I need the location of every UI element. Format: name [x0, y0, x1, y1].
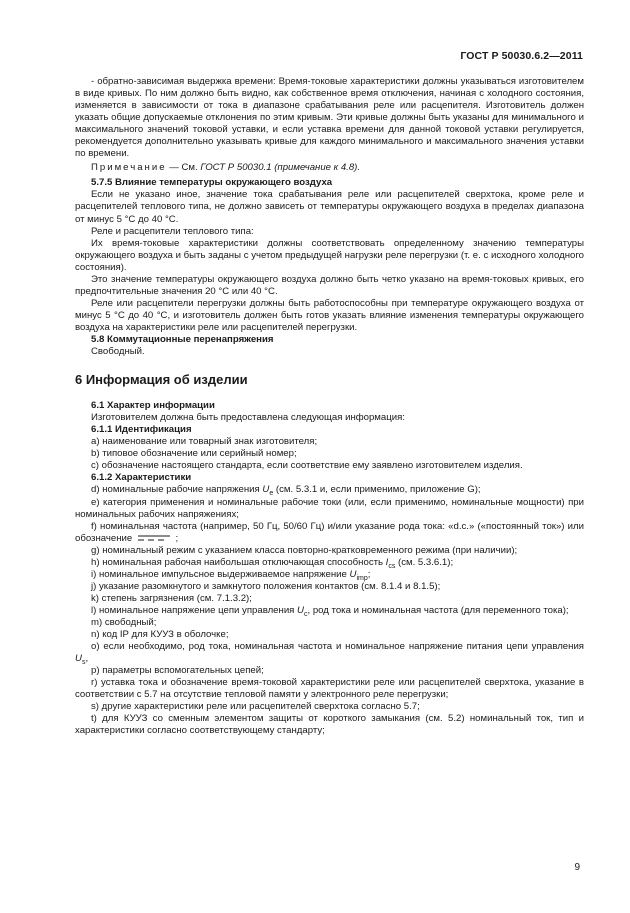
section-6-1-heading: 6.1 Характер информации	[91, 400, 215, 412]
list-item-c: c) обозначение настоящего стандарта, если соответствие ему заявлено изготовителем изделия.	[91, 460, 523, 472]
dc-ac-symbol-icon	[137, 534, 171, 542]
list-item-m: m) свободный;	[91, 616, 157, 628]
list-item-l: l) номинальное напряжение цепи управления $U_c$, род тока и номинальная частота (для переменного тока);	[91, 604, 569, 618]
list-item-a: a) наименование или товарный знак изготовителя;	[91, 436, 318, 448]
list-item-k: k) степень загрязнения (см. 7.1.3.2);	[91, 592, 252, 604]
paragraph-ambient-temp: Если не указано иное, значение тока срабатывания реле или расцепителей сверхтока, кроме реле и расцепителей теплового типа, не должно зависеть от температуры окружающего воздуха в пределах диапазона от минус 5 °С до 40 °С.	[75, 189, 584, 225]
list-item-g: g) номинальный режим с указанием класса повторно-кратковременного режима (при наличии);	[91, 544, 518, 556]
list-item-r: r) уставка тока и обозначение время-токовой характеристики реле или расцепителей сверхтока, указание в соответствии с 5.7 на отсутствие тепловой памяти у электронного реле перегрузки;	[75, 677, 584, 701]
list-item-p: p) параметры вспомогательных цепей;	[91, 665, 264, 677]
list-item-i: i) номинальное импульсное выдерживаемое напряжение $U_{imp}$;	[91, 568, 371, 582]
note	[75, 162, 584, 174]
list-item-f: f) номинальная частота (например, 50 Гц, 50/60 Гц) и/или указание рода тока: «d.c.» («постоянный ток») или обозначение ;	[75, 520, 584, 544]
list-item-j: j) указание разомкнутого и замкнутого положения контактов (см. 8.1.4 и 8.1.5);	[91, 580, 441, 592]
list-item-t: t) для КУУЗ со сменным элементом защиты от короткого замыкания (см. 5.2) номинальный ток, тип и характеристики согласно соответствующему стандарту;	[75, 713, 584, 737]
paragraph-info-intro: Изготовителем должна быть предоставлена следующая информация:	[91, 412, 405, 424]
paragraph-free: Свободный.	[91, 346, 145, 358]
note-text: — См.	[166, 162, 201, 174]
list-item-h: h) номинальная рабочая наибольшая отключающая способность $I_{cs}$ (см. 5.3.6.1);	[91, 556, 454, 570]
document-body	[75, 76, 584, 737]
section-5-7-5-heading: 5.7.5 Влияние температуры окружающего воздуха	[91, 177, 333, 189]
standard-header: ГОСТ Р 50030.6.2—2011	[460, 50, 583, 62]
paragraph-thermal-relays: Реле и расцепители теплового типа:	[91, 225, 254, 237]
section-6-1-1-heading: 6.1.1 Идентификация	[91, 424, 192, 436]
list-item-e: e) категория применения и номинальные рабочие токи (или, если применимо, номинальные мощности) при номинальных рабочих напряжениях;	[75, 496, 584, 520]
section-6-1-2-heading: 6.1.2 Характеристики	[91, 472, 192, 484]
paragraph-overload-relays: Реле или расцепители перегрузки должны быть работоспособны при температуре окружающего воздуха от минус 5 °С до 40 °С, и изготовитель должен быть готов указать влияние изменения температуры окружающего воздуха на характеристики реле или расцепителей перегрузки.	[75, 297, 584, 333]
list-item-b: b) типовое обозначение или серийный номер;	[91, 448, 297, 460]
paragraph-inverse-delay: - обратно-зависимая выдержка времени: Время-токовые характеристики должны указываться изготовителем в виде кривых. По ним должно быть видно, как собственное время отключения, начиная с холодного состояния, изменяется в зависимости от тока в диапазоне срабатывания реле или расцепителя. Изготовитель должен указать общие допускаемые отклонения по этим кривым. Эти кривые должны быть указаны для минимального и максимального значений токовой уставки, и если уставка времени для данной токовой уставки регулируется, рекомендуется дополнительно указывать кривые для каждого минимального и максимального значения уставки по времени.	[75, 76, 584, 160]
list-item-s: s) другие характеристики реле или расцепителей сверхтока согласно 5.7;	[91, 701, 420, 713]
paragraph-time-current: Их время-токовые характеристики должны соответствовать определенному значению температуры окружающего воздуха и быть заданы с учетом предыдущей нагрузки реле перегрузки (т. е. с исходного холодного состояния).	[75, 237, 584, 273]
section-5-8-heading: 5.8 Коммутационные перенапряжения	[91, 333, 274, 345]
paragraph-temp-value: Это значение температуры окружающего воздуха должно быть четко указано на время-токовых кривых, его предпочтительные значения 20 °С или 40 °С.	[75, 273, 584, 297]
list-item-o: o) если необходимо, род тока, номинальная частота и номинальное напряжение питания цепи управления $U_s$,	[75, 641, 584, 667]
list-item-d: d) номинальные рабочие напряжения $U_e$ (см. 5.3.1 и, если применимо, приложение G);	[91, 484, 481, 498]
list-item-n: n) код IP для КУУЗ в оболочке;	[91, 629, 229, 641]
section-6-heading: 6 Информация об изделии	[75, 372, 248, 388]
page-number: 9	[574, 862, 580, 873]
note-label: Примечание	[91, 162, 167, 174]
note-reference: ГОСТ Р 50030.1 (примечание к 4.8).	[200, 162, 361, 174]
